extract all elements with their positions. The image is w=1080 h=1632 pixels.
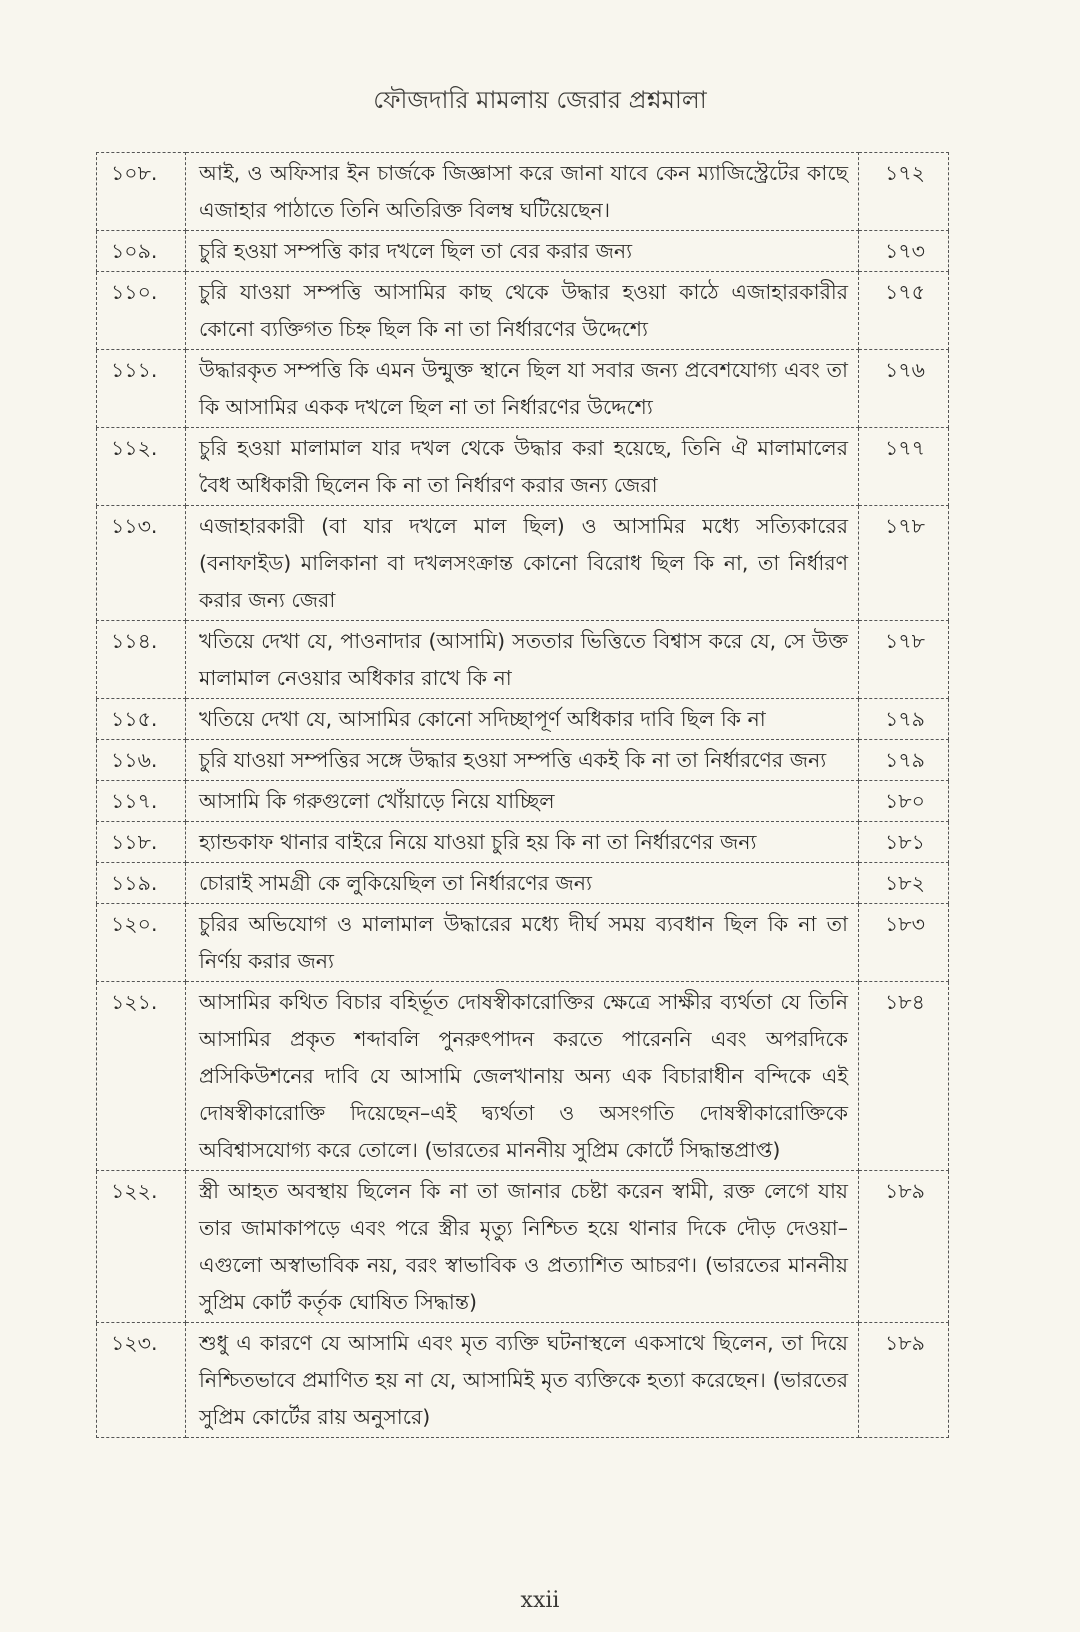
- toc-row: [97, 153, 949, 231]
- question-text: খতিয়ে দেখা যে, আসামির কোনো সদিচ্ছাপূর্ণ অধিকার দাবি ছিল কি না: [186, 699, 859, 740]
- toc-row: [97, 982, 949, 1171]
- question-number: ১২৩.: [97, 1323, 186, 1438]
- question-number: ১০৮.: [97, 153, 186, 231]
- question-text: চোরাই সামগ্রী কে লুকিয়েছিল তা নির্ধারণের জন্য: [186, 863, 859, 904]
- page-reference: ১৭৬: [859, 350, 949, 428]
- toc-row: [97, 822, 949, 863]
- toc-row: [97, 740, 949, 781]
- question-number: ১২২.: [97, 1171, 186, 1323]
- question-text: আসামির কথিত বিচার বহির্ভূত দোষস্বীকারোক্তির ক্ষেত্রে সাক্ষীর ব্যর্থতা যে তিনি আসামির প্রকৃত শব্দাবলি পুনরুৎপাদন করতে পারেননি এবং অপরদিকে প্রসিকিউশনের দাবি যে আসামি জেলখানায় অন্য এক বিচারাধীন বন্দিকে এই দোষস্বীকারোক্তি দিয়েছেন–এই দ্ব্যর্থতা ও অসংগতি দোষস্বীকারোক্তিকে অবিশ্বাসযোগ্য করে তোলে। (ভারতের মাননীয় সুপ্রিম কোর্টে সিদ্ধান্তপ্রাপ্ত): [186, 982, 859, 1171]
- question-number: ১২০.: [97, 904, 186, 982]
- question-number: ১১৪.: [97, 621, 186, 699]
- question-number: ১১৬.: [97, 740, 186, 781]
- toc-row: [97, 350, 949, 428]
- question-text: চুরি যাওয়া সম্পত্তি আসামির কাছ থেকে উদ্ধার হওয়া কাঠে এজাহারকারীর কোনো ব্যক্তিগত চিহ্ন ছিল কি না তা নির্ধারণের উদ্দেশ্যে: [186, 272, 859, 350]
- page-reference: ১৮৩: [859, 904, 949, 982]
- question-text: আসামি কি গরুগুলো খোঁয়াড়ে নিয়ে যাচ্ছিল: [186, 781, 859, 822]
- toc-row: [97, 1323, 949, 1438]
- question-text: উদ্ধারকৃত সম্পত্তি কি এমন উন্মুক্ত স্থানে ছিল যা সবার জন্য প্রবেশযোগ্য এবং তা কি আসামির একক দখলে ছিল না তা নির্ধারণের উদ্দেশ্যে: [186, 350, 859, 428]
- page-reference: ১৭৭: [859, 428, 949, 506]
- toc-row: [97, 781, 949, 822]
- page-reference: ১৮১: [859, 822, 949, 863]
- question-text: চুরি হওয়া সম্পত্তি কার দখলে ছিল তা বের করার জন্য: [186, 231, 859, 272]
- page-reference: ১৭২: [859, 153, 949, 231]
- question-number: ১১০.: [97, 272, 186, 350]
- page-reference: ১৭৮: [859, 506, 949, 621]
- page-reference: ১৮৯: [859, 1171, 949, 1323]
- question-number: ১১৭.: [97, 781, 186, 822]
- page-reference: ১৮০: [859, 781, 949, 822]
- toc-row: [97, 272, 949, 350]
- question-number: ১০৯.: [97, 231, 186, 272]
- question-number: ১১৮.: [97, 822, 186, 863]
- question-number: ১১১.: [97, 350, 186, 428]
- table-of-contents: [96, 152, 949, 1438]
- page-header-title: ফৌজদারি মামলায় জেরার প্রশ্নমালা: [373, 86, 707, 114]
- toc-row: [97, 428, 949, 506]
- question-text: চুরি যাওয়া সম্পত্তির সঙ্গে উদ্ধার হওয়া সম্পত্তি একই কি না তা নির্ধারণের জন্য: [186, 740, 859, 781]
- page-reference: ১৭৫: [859, 272, 949, 350]
- question-number: ১২১.: [97, 982, 186, 1171]
- question-text: স্ত্রী আহত অবস্থায় ছিলেন কি না তা জানার চেষ্টা করেন স্বামী, রক্ত লেগে যায় তার জামাকাপড়ে এবং পরে স্ত্রীর মৃত্যু নিশ্চিত হয়ে থানার দিকে দৌড় দেওয়া–এগুলো অস্বাভাবিক নয়, বরং স্বাভাবিক ও প্রত্যাশিত আচরণ। (ভারতের মাননীয় সুপ্রিম কোর্ট কর্তৃক ঘোষিত সিদ্ধান্ত): [186, 1171, 859, 1323]
- question-number: ১১৫.: [97, 699, 186, 740]
- toc-row: [97, 506, 949, 621]
- toc-row: [97, 699, 949, 740]
- question-text: শুধু এ কারণে যে আসামি এবং মৃত ব্যক্তি ঘটনাস্থলে একসাথে ছিলেন, তা দিয়ে নিশ্চিতভাবে প্রমাণিত হয় না যে, আসামিই মৃত ব্যক্তিকে হত্যা করেছেন। (ভারতের সুপ্রিম কোর্টের রায় অনুসারে): [186, 1323, 859, 1438]
- toc-row: [97, 904, 949, 982]
- question-text: আই, ও অফিসার ইন চার্জকে জিজ্ঞাসা করে জানা যাবে কেন ম্যাজিস্ট্রেটের কাছে এজাহার পাঠাতে তিনি অতিরিক্ত বিলম্ব ঘটিয়েছেন।: [186, 153, 859, 231]
- toc-row: [97, 231, 949, 272]
- toc-row: [97, 621, 949, 699]
- page-reference: ১৮২: [859, 863, 949, 904]
- page-reference: ১৭৯: [859, 740, 949, 781]
- page-reference: ১৮৯: [859, 1323, 949, 1438]
- question-text: হ্যান্ডকাফ থানার বাইরে নিয়ে যাওয়া চুরি হয় কি না তা নির্ধারণের জন্য: [186, 822, 859, 863]
- page-reference: ১৮৪: [859, 982, 949, 1171]
- toc-row: [97, 863, 949, 904]
- toc-row: [97, 1171, 949, 1323]
- page-reference: ১৭৮: [859, 621, 949, 699]
- page-number: xxii: [520, 1588, 560, 1613]
- page-reference: ১৭৯: [859, 699, 949, 740]
- question-text: এজাহারকারী (বা যার দখলে মাল ছিল) ও আসামির মধ্যে সত্যিকারের (বনাফাইড) মালিকানা বা দখলসংক্রান্ত কোনো বিরোধ ছিল কি না, তা নির্ধারণ করার জন্য জেরা: [186, 506, 859, 621]
- question-number: ১১২.: [97, 428, 186, 506]
- question-text: খতিয়ে দেখা যে, পাওনাদার (আসামি) সততার ভিত্তিতে বিশ্বাস করে যে, সে উক্ত মালামাল নেওয়ার অধিকার রাখে কি না: [186, 621, 859, 699]
- question-number: ১১৩.: [97, 506, 186, 621]
- question-text: চুরি হওয়া মালামাল যার দখল থেকে উদ্ধার করা হয়েছে, তিনি ঐ মালামালের বৈধ অধিকারী ছিলেন কি না তা নির্ধারণ করার জন্য জেরা: [186, 428, 859, 506]
- page-reference: ১৭৩: [859, 231, 949, 272]
- toc-body: [97, 153, 949, 1438]
- question-number: ১১৯.: [97, 863, 186, 904]
- question-text: চুরির অভিযোগ ও মালামাল উদ্ধারের মধ্যে দীর্ঘ সময় ব্যবধান ছিল কি না তা নির্ণয় করার জন্য: [186, 904, 859, 982]
